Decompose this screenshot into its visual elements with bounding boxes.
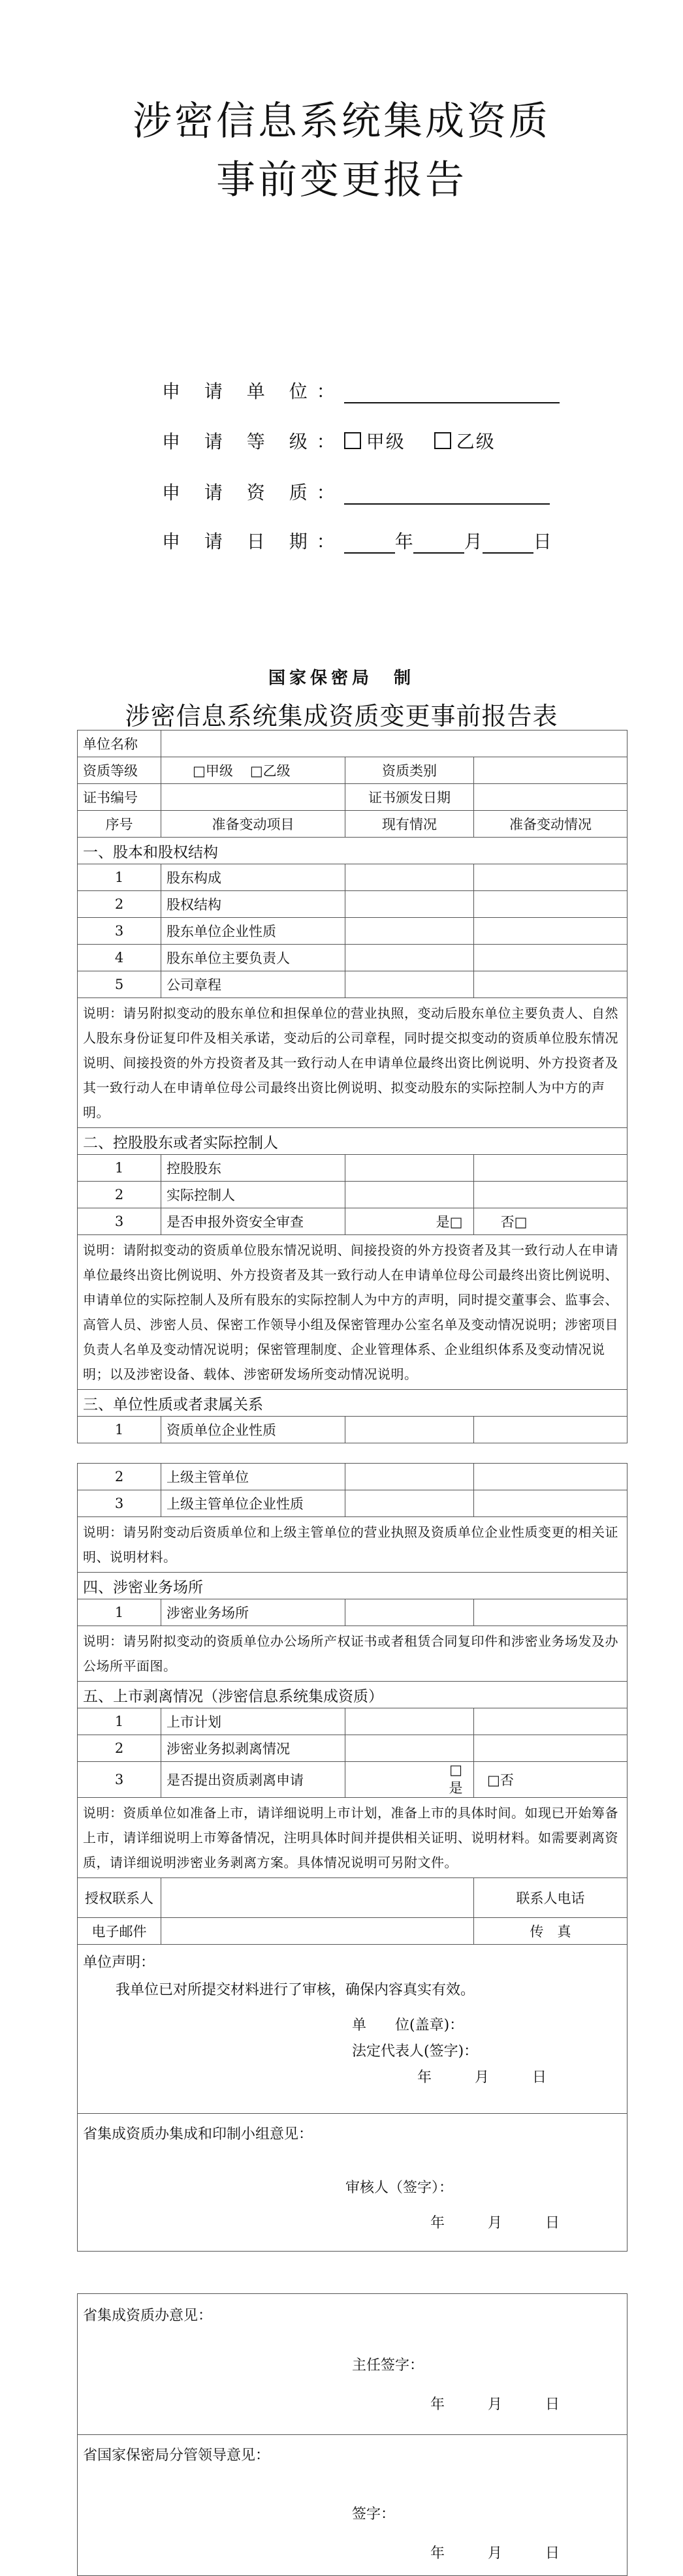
- row-planned[interactable]: [474, 1464, 627, 1490]
- provincial-group-sign[interactable]: 审核人（签字）：: [345, 2180, 454, 2196]
- provincial-group-box: [78, 2114, 627, 2252]
- table-row: [78, 971, 627, 998]
- row-current[interactable]: [345, 1735, 474, 1762]
- national-leader-sign[interactable]: 签字：: [352, 2506, 396, 2522]
- section-5-title: 五、上市剥离情况（涉密信息系统集成资质）: [78, 1682, 627, 1708]
- table-row: [78, 1208, 627, 1235]
- row-no: 3: [78, 918, 161, 945]
- table-gap: [78, 1443, 627, 1464]
- month-text: 月: [464, 531, 483, 552]
- table-row: [78, 1182, 627, 1208]
- row-current[interactable]: [345, 1182, 474, 1208]
- row-planned[interactable]: [474, 918, 627, 945]
- row-item: 公司章程: [161, 971, 345, 998]
- header-planned: 准备变动情况: [474, 811, 627, 838]
- row-item: 涉密业务拟剥离情况: [161, 1735, 345, 1762]
- level-row-label: 资质等级: [78, 757, 161, 784]
- section-1-note: 说明：请另附拟变动的股东单位和担保单位的营业执照，变动后股东单位主要负责人、自然人股东身份证复印件及相关承诺，变动后的公司章程，同时提交拟变动的资质单位股东情况说明、间接投资的外方投资者及其一致行动人在申请单位最终出资比例说明、外方投资者及其一致行动人在申请单位母公司最终出资比例说明、拟变动股东的实际控制人为中方的声明。: [78, 998, 627, 1128]
- unit-name-value[interactable]: [161, 730, 627, 757]
- row-item: 股权结构: [161, 891, 345, 918]
- yes-checkbox[interactable]: 是□: [345, 1208, 474, 1235]
- row-no: 2: [78, 891, 161, 918]
- date-label: 申 请 日 期：: [162, 531, 344, 552]
- form-level-b[interactable]: □乙级: [249, 763, 291, 779]
- row-current[interactable]: [345, 1708, 474, 1735]
- national-leader-box: [78, 2435, 627, 2576]
- year-line[interactable]: [344, 533, 395, 554]
- provincial-office-box: [78, 2294, 627, 2435]
- level-label: 申 请 等 级：: [162, 431, 344, 452]
- table-row: [78, 918, 627, 945]
- section-2-title: 二、控股股东或者实际控制人: [78, 1128, 627, 1155]
- level-a-checkbox[interactable]: [344, 432, 361, 449]
- applicant-line[interactable]: [344, 383, 560, 403]
- table-row: [78, 1599, 627, 1626]
- row-no: 2: [78, 1735, 161, 1762]
- no-checkbox[interactable]: □否: [474, 1762, 627, 1798]
- declaration-title: 单位声明：: [83, 1955, 155, 1971]
- row-current[interactable]: [345, 1464, 474, 1490]
- level-a-label: 甲级: [366, 431, 405, 452]
- section-4-title: 四、涉密业务场所: [78, 1573, 627, 1599]
- row-item: 是否提出资质剥离申请: [161, 1762, 345, 1798]
- seal-line[interactable]: 单 位(盖章)：: [352, 2017, 464, 2034]
- level-b-label: 乙级: [456, 431, 496, 452]
- row-planned[interactable]: [474, 1490, 627, 1517]
- row-planned[interactable]: [474, 971, 627, 998]
- row-item: 股东构成: [161, 864, 345, 891]
- section-1-title: 一、股本和股权结构: [78, 838, 627, 864]
- row-no: 1: [78, 1417, 161, 1443]
- table-row: [78, 1735, 627, 1762]
- cover-title-line2: 事前变更报告: [216, 157, 467, 203]
- form-level-a[interactable]: □甲级: [193, 763, 233, 779]
- section-5-note: 说明：资质单位如准备上市，请详细说明上市计划，准备上市的具体时间。如现已开始筹备上市，请详细说明上市筹备情况，注明具体时间并提供相关证明、说明材料。如需要剥离资质，请详细说明涉密业务剥离方案。具体情况说明可另附文件。: [78, 1798, 627, 1878]
- row-item: 上市计划: [161, 1708, 345, 1735]
- row-current[interactable]: [345, 1155, 474, 1182]
- row-item: 上级主管单位企业性质: [161, 1490, 345, 1517]
- day-text: 日: [533, 531, 552, 552]
- row-no: 1: [78, 1708, 161, 1735]
- provincial-group-title: 省集成资质办集成和印制小组意见：: [83, 2126, 313, 2143]
- issue-date-value[interactable]: [474, 784, 627, 811]
- level-field: [162, 428, 496, 454]
- fax-label: 传 真: [474, 1918, 627, 1945]
- month-line[interactable]: [413, 533, 464, 554]
- year-text: 年: [394, 531, 413, 552]
- row-item: 股东单位主要负责人: [161, 945, 345, 971]
- table-row: [78, 1708, 627, 1735]
- cert-no-value[interactable]: [161, 784, 345, 811]
- declaration-text: 我单位已对所提交材料进行了审核，确保内容真实有效。: [116, 1982, 475, 1998]
- unit-name-label: 单位名称: [78, 730, 161, 757]
- issue-date-label: 证书颁发日期: [345, 784, 474, 811]
- table-row: [78, 1417, 627, 1443]
- row-planned[interactable]: [474, 864, 627, 891]
- provincial-office-date[interactable]: 年 月 日: [430, 2396, 560, 2413]
- row-no: 2: [78, 1464, 161, 1490]
- row-item: 是否申报外资安全审查: [161, 1208, 345, 1235]
- row-current[interactable]: [345, 1490, 474, 1517]
- section-2-note: 说明：请附拟变动的资质单位股东情况说明、间接投资的外方投资者及其一致行动人在申请单位最终出资比例说明、外方投资者及其一致行动人在申请单位母公司最终出资比例说明、申请单位的实际控制人及所有股东的实际控制人为中方的声明，同时提交董事会、监事会、高管人员、涉密人员、保密工作领导小组及保密管理办公室名单及变动情况说明；涉密项目负责人名单及变动情况说明；保密管理制度、企业管理体系、企业组织体系及变动情况说明；以及涉密设备、载体、涉密研发场所变动情况说明。: [78, 1235, 627, 1390]
- row-no: 2: [78, 1182, 161, 1208]
- declaration-box: [78, 1945, 627, 2114]
- email-value[interactable]: [161, 1918, 474, 1945]
- category-value[interactable]: [474, 757, 627, 784]
- applicant-field: [162, 377, 560, 403]
- table-row: [78, 864, 627, 891]
- national-leader-date[interactable]: 年 月 日: [430, 2545, 560, 2562]
- row-current[interactable]: [345, 971, 474, 998]
- contact-phone-label: 联系人电话: [474, 1878, 627, 1918]
- contact-value[interactable]: [161, 1878, 474, 1918]
- qualification-line[interactable]: [344, 484, 550, 505]
- row-planned[interactable]: [474, 1417, 627, 1443]
- row-item: 控股股东: [161, 1155, 345, 1182]
- qualification-label: 申 请 资 质：: [162, 482, 344, 503]
- row-current[interactable]: [345, 1417, 474, 1443]
- table-row: [78, 1762, 627, 1798]
- row-no: 1: [78, 864, 161, 891]
- declaration-date[interactable]: 年 月 日: [417, 2069, 547, 2086]
- row-no: 3: [78, 1490, 161, 1517]
- date-field: [162, 527, 552, 554]
- row-planned[interactable]: [474, 945, 627, 971]
- row-item: 股东单位企业性质: [161, 918, 345, 945]
- row-item: 上级主管单位: [161, 1464, 345, 1490]
- header-current: 现有情况: [345, 811, 474, 838]
- provincial-office-title: 省集成资质办意见：: [83, 2308, 213, 2324]
- day-line[interactable]: [483, 533, 533, 554]
- email-label: 电子邮件: [78, 1918, 161, 1945]
- table-gap: [78, 2252, 627, 2294]
- applicant-label: 申 请 单 位：: [162, 381, 344, 402]
- rep-line[interactable]: 法定代表人(签字)：: [352, 2043, 479, 2060]
- table-row: [78, 1155, 627, 1182]
- cert-no-label: 证书编号: [78, 784, 161, 811]
- row-item: 资质单位企业性质: [161, 1417, 345, 1443]
- level-options[interactable]: [161, 757, 345, 784]
- level-b-checkbox[interactable]: [434, 432, 451, 449]
- category-label: 资质类别: [345, 757, 474, 784]
- row-planned[interactable]: [474, 1735, 627, 1762]
- provincial-office-sign[interactable]: 主任签字：: [352, 2357, 424, 2374]
- row-no: 3: [78, 1762, 161, 1798]
- contact-label: 授权联系人: [78, 1878, 161, 1918]
- header-seq: 序号: [78, 811, 161, 838]
- row-planned[interactable]: [474, 1182, 627, 1208]
- row-current[interactable]: [345, 945, 474, 971]
- row-current[interactable]: [345, 864, 474, 891]
- row-no: 1: [78, 1155, 161, 1182]
- row-planned[interactable]: [474, 1155, 627, 1182]
- header-item: 准备变动项目: [161, 811, 345, 838]
- row-no: 1: [78, 1599, 161, 1626]
- row-no: 5: [78, 971, 161, 998]
- table-row: [78, 1464, 627, 1490]
- row-current[interactable]: [345, 891, 474, 918]
- row-no: 3: [78, 1208, 161, 1235]
- section-3-title: 三、单位性质或者隶属关系: [78, 1390, 627, 1417]
- table-row: [78, 891, 627, 918]
- qualification-field: [162, 479, 550, 505]
- table-row: [78, 945, 627, 971]
- section-3-note: 说明：请另附变动后资质单位和上级主管单位的营业执照及资质单位企业性质变更的相关证明、说明材料。: [78, 1517, 627, 1573]
- row-current[interactable]: [345, 918, 474, 945]
- row-item: 涉密业务场所: [161, 1599, 345, 1626]
- row-planned[interactable]: [474, 891, 627, 918]
- row-planned[interactable]: [474, 1599, 627, 1626]
- row-current[interactable]: [345, 1599, 474, 1626]
- form-title: 涉密信息系统集成资质变更事前报告表: [125, 702, 558, 730]
- national-leader-title: 省国家保密局分管领导意见：: [83, 2447, 270, 2464]
- table-row: [78, 1490, 627, 1517]
- report-table: [77, 730, 627, 2576]
- issuer: 国家保密局 制: [268, 668, 415, 688]
- no-checkbox[interactable]: 否□: [474, 1208, 627, 1235]
- row-item: 实际控制人: [161, 1182, 345, 1208]
- provincial-group-date[interactable]: 年 月 日: [430, 2215, 560, 2231]
- cover-title-line1: 涉密信息系统集成资质: [133, 99, 550, 144]
- row-planned[interactable]: [474, 1708, 627, 1735]
- row-no: 4: [78, 945, 161, 971]
- yes-checkbox[interactable]: □是: [345, 1762, 474, 1798]
- section-4-note: 说明：请另附拟变动的资质单位办公场所产权证书或者租赁合同复印件和涉密业务场发及办公场所平面图。: [78, 1626, 627, 1682]
